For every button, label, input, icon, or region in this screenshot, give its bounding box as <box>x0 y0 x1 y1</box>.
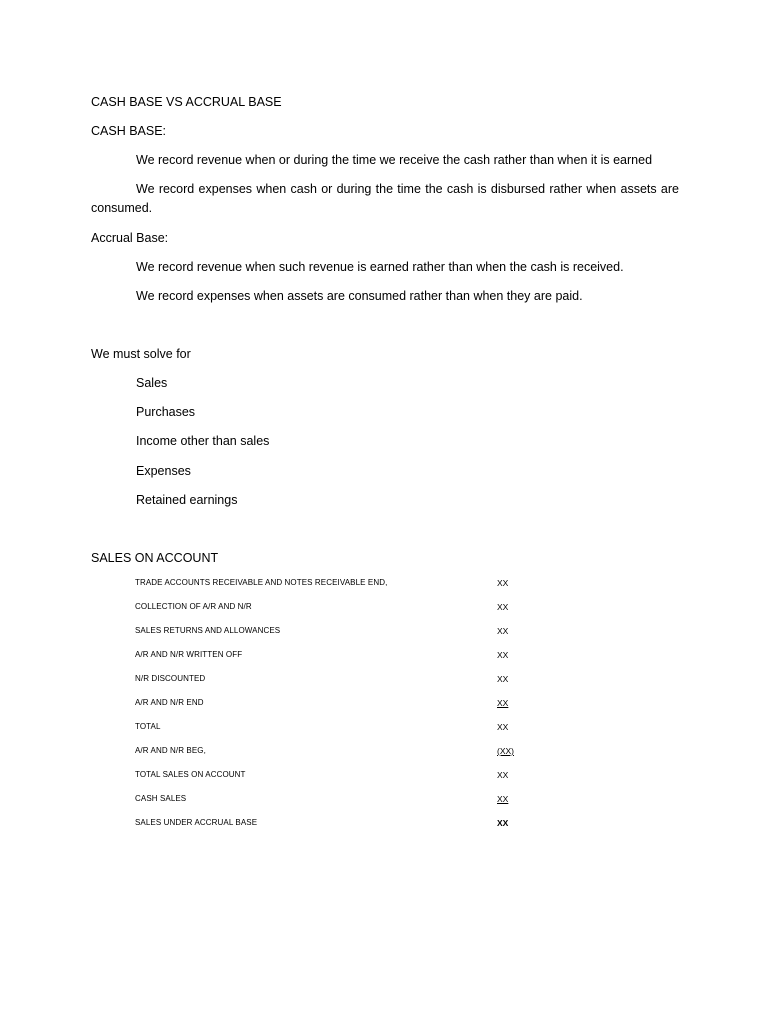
table-row-value: XX <box>497 626 509 636</box>
solve-for-heading: We must solve for <box>91 347 191 361</box>
table-row-value: XX <box>497 770 509 780</box>
table-row-value: XX <box>497 794 509 804</box>
table-row-value: XX <box>497 674 509 684</box>
table-row-label: N/R DISCOUNTED <box>135 674 206 683</box>
accrual-base-revenue-text: We record revenue when such revenue is earned rather than when the cash is received. <box>136 260 624 274</box>
table-row-label: A/R AND N/R BEG, <box>135 746 206 755</box>
sales-on-account-heading: SALES ON ACCOUNT <box>91 551 219 565</box>
table-row-label: COLLECTION OF A/R AND N/R <box>135 602 252 611</box>
accrual-base-heading: Accrual Base: <box>91 231 169 245</box>
cash-base-heading: CASH BASE: <box>91 124 167 138</box>
table-row-value: XX <box>497 698 509 708</box>
cash-base-revenue-text: We record revenue when or during the time we receive the cash rather than when it is earned <box>136 153 653 167</box>
table-row-label: A/R AND N/R WRITTEN OFF <box>135 650 243 659</box>
solve-for-item: Purchases <box>136 405 196 419</box>
table-row-label: TOTAL <box>135 722 161 731</box>
table-row-value: XX <box>497 602 509 612</box>
table-row-value: (XX) <box>497 746 514 756</box>
table-row-label: TRADE ACCOUNTS RECEIVABLE AND NOTES RECEIVABLE END, <box>135 578 388 587</box>
cash-base-expenses-text: We record expenses when cash or during the time the cash is disbursed rather when assets are consumed. <box>91 182 679 215</box>
table-row-value: XX <box>497 722 509 732</box>
table-row-label: TOTAL SALES ON ACCOUNT <box>135 770 246 779</box>
table-row-label: SALES RETURNS AND ALLOWANCES <box>135 626 281 635</box>
solve-for-item: Expenses <box>136 464 191 478</box>
table-row-value: XX <box>497 818 509 828</box>
solve-for-item: Income other than sales <box>136 434 270 448</box>
solve-for-item: Retained earnings <box>136 493 238 507</box>
table-row-value: XX <box>497 578 509 588</box>
solve-for-item: Sales <box>136 376 168 390</box>
document-title: CASH BASE VS ACCRUAL BASE <box>91 95 282 109</box>
table-row-label: CASH SALES <box>135 794 187 803</box>
table-row-label: SALES UNDER ACCRUAL BASE <box>135 818 258 827</box>
table-row-label: A/R AND N/R END <box>135 698 204 707</box>
table-row-value: XX <box>497 650 509 660</box>
accrual-base-expenses-text: We record expenses when assets are consumed rather than when they are paid. <box>136 289 583 303</box>
